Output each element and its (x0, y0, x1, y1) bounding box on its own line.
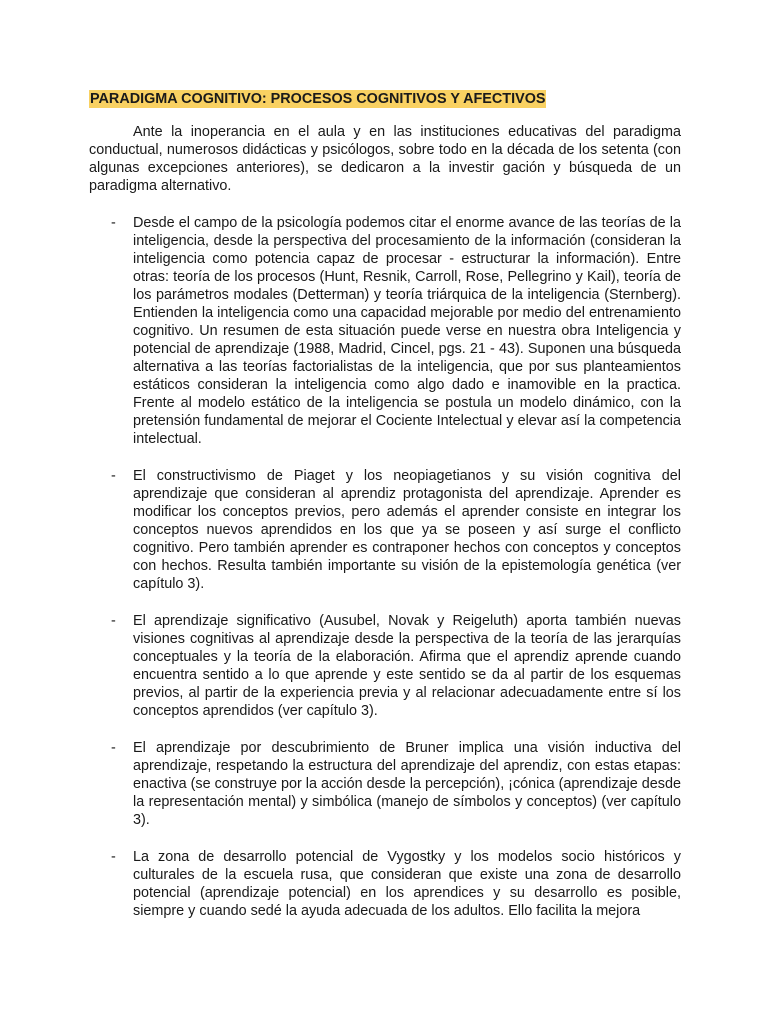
bullet-list (89, 214, 681, 920)
bullet-dash: - (111, 468, 116, 484)
list-item (89, 612, 681, 720)
list-item (89, 214, 681, 448)
intro-paragraph: Ante la inoperancia en el aula y en las instituciones educativas del paradigma conductual, numerosos didácticas y psicólogos, sobre todo en la década de los setenta (con algunas excepciones anteriores), se dedicaron a la investir gación y búsqueda de un paradigma alternativo. (89, 124, 681, 194)
bullet-dash: - (111, 215, 116, 231)
bullet-dash: - (111, 849, 116, 865)
list-item-text: El aprendizaje por descubrimiento de Bruner implica una visión inductiva del aprendizaje, respetando la estructura del aprendizaje del aprendiz, con estas etapas: enactiva (se construye por la acción desde la percepción), ¡cónica (aprendizaje desde la representación mental) y simbólica (manejo de símbolos y conceptos) (ver capítulo 3). (133, 740, 681, 828)
list-item (89, 739, 681, 829)
list-item (89, 848, 681, 920)
section-title: PARADIGMA COGNITIVO: PROCESOS COGNITIVOS Y AFECTIVOS (90, 91, 546, 107)
list-item (89, 467, 681, 593)
list-item-text: Desde el campo de la psicología podemos citar el enorme avance de las teorías de la inteligencia, desde la perspectiva del procesamiento de la información (consideran la inteligencia como potencia capaz de procesar - estructurar la información). Entre otras: teoría de los procesos (Hunt, Resnik, Carroll, Rose, Pellegrino y Kail), teoría de los parámetros modales (Detterman) y teoría triárquica de la inteligencia (Sternberg). Entienden la inteligencia como una capacidad mejorable por medio del entrenamiento cognitivo. Un resumen de esta situación puede verse en nuestra obra Inteligencia y potencial de aprendizaje (1988, Madrid, Cincel, pgs. 21 - 43). Suponen una búsqueda alternativa a las teorías factorialistas de la inteligencia, que por sus planteamientos estáticos consideran la inteligencia como algo dado e inamovible en la practica. Frente al modelo estático de la inteligencia se postula un modelo dinámico, con la pretensión fundamental de mejorar el Cociente Intelectual y elevar así la competencia intelectual. (133, 215, 681, 447)
list-item-text: El constructivismo de Piaget y los neopiagetianos y su visión cognitiva del aprendizaje que consideran al aprendiz protagonista del aprendizaje. Aprender es modificar los conceptos previos, pero además el aprender consiste en integrar los conceptos nuevos aprendidos en los que ya se poseen y así surge el conflicto cognitivo. Pero también aprender es contraponer hechos con conceptos y conceptos con hechos. Resulta también importante su visión de la epistemología genética (ver capítulo 3). (133, 468, 681, 592)
bullet-dash: - (111, 740, 116, 756)
bullet-dash: - (111, 613, 116, 629)
document-page (89, 90, 681, 920)
list-item-text: La zona de desarrollo potencial de Vygostky y los modelos socio históricos y culturales de la escuela rusa, que consideran que existe una zona de desarrollo potencial (aprendizaje potencial) en los aprendices y su desarrollo es posible, siempre y cuando sedé la ayuda adecuada de los adultos. Ello facilita la mejora (133, 849, 681, 919)
list-item-text: El aprendizaje significativo (Ausubel, Novak y Reigeluth) aporta también nuevas visiones cognitivas al aprendizaje desde la perspectiva de la teoría de las jerarquías conceptuales y la teoría de la elaboración. Afirma que el aprendiz aprende cuando encuentra sentido a lo que aprende y este sentido se da al partir de los esquemas previos, al partir de la experiencia previa y al relacionar adecuadamente entre sí los conceptos aprendidos (ver capítulo 3). (133, 613, 681, 719)
